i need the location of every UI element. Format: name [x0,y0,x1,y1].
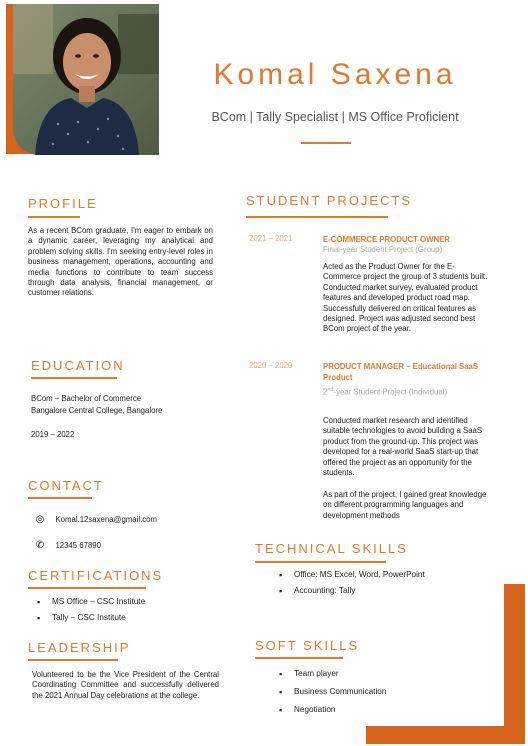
certifications-heading-rule [28,587,146,589]
accent-bar-bottom-right-vertical [504,584,525,744]
leadership-heading: LEADERSHIP [28,640,131,655]
profile-heading-rule [28,216,80,218]
leadership-heading-rule [28,659,118,661]
contact-email-row [33,509,157,527]
education-heading: EDUCATION [31,358,125,373]
profile-text: As a recent BCom graduate, I'm eager to embark on a dynamic career, leveraging my analytical and problem solving skills. I'm seeking entry-level roles in business management, operations, accounting and media functions to contribute to team success through data analysis, financial management, or customer relations. [28,226,213,298]
education-heading-rule [31,377,117,379]
education-years: 2019 – 2022 [31,430,75,439]
soft-skill-item: ▪ Business Communication [279,686,386,704]
projects-heading: STUDENT PROJECTS [246,193,413,208]
technical-skills-heading: TECHNICAL SKILLS [255,541,408,556]
candidate-subtitle: BCom | Tally Specialist | MS Office Proficient [211,110,459,124]
project-2-description-extra: As part of the project, I gained great knowledge on different programming languages and development methods [323,490,487,520]
soft-skill-item: ▪ Negotiation [279,704,386,722]
profile-heading: PROFILE [28,196,98,211]
certification-item: ▪ MS Office – CSC Institute [37,596,145,612]
project-1-date: 2021 – 2021 [249,234,293,243]
candidate-name: Komal Saxena [213,58,457,91]
project-1-type: Final-year Student Project (Group) [323,245,443,254]
soft-skills-heading: SOFT SKILLS [255,638,360,653]
certifications-list [37,596,145,628]
contact-heading: CONTACT [28,478,104,493]
soft-skills-heading-rule [255,657,343,659]
technical-skill-item: ▪ Accounting: Tally [279,585,425,601]
contact-heading-rule [28,497,92,499]
leadership-text: Volunteered to be the Vice President of the Central Coordinating Committee and successfully delivered the 2021 Annual Day celebrations at the college. [32,670,219,700]
phone-icon: ✆ [35,540,45,551]
accent-bar-bottom-right-horizontal [366,726,525,744]
certifications-heading: CERTIFICATIONS [28,568,164,583]
technical-skills-list [279,569,425,601]
contact-phone-row [33,535,101,553]
project-1-role: E-COMMERCE PRODUCT OWNER [323,235,450,244]
project-2-description: Conducted market research and identified suitable technologies to avoid building a SaaS product from the ground-up. This project was developed for a real-world SaaS start-up that offered the project as an opportunity for the students. [323,416,483,478]
education-degree: BCom – Bachelor of Commerce [31,394,142,403]
email-at-icon: ◎ [35,514,45,525]
technical-skills-heading-rule [255,561,386,563]
project-2-date: 2020 – 2020 [249,361,293,370]
certification-item: ▪ Tally – CSC Institute [37,612,145,628]
profile-photo [13,4,159,155]
contact-phone: 12345 67890 [55,541,101,550]
project-1-description: Acted as the Product Owner for the E-Commerce project the group of 3 students built. Conducted market survey, evaluated product features and developed product road map. Successfully delivered on critical features as designed. Project was adjusted second best BCom project of the year. [323,262,488,334]
projects-heading-rule [246,216,388,218]
soft-skill-item: ▪ Team player [279,668,386,686]
contact-email[interactable]: Komal.12saxena@gmail.com [55,515,157,524]
education-college: Bangalore Central College, Bangalore [31,406,163,415]
project-2-type: 2nd-year Student Project (Individual) [323,387,448,397]
name-underline [301,142,351,144]
technical-skill-item: ▪ Office: MS Excel, Word, PowerPoint [279,569,425,585]
soft-skills-list [279,668,386,722]
project-2-role: PRODUCT MANAGER – Educational SaaS Product [323,362,479,382]
person-photo-icon [13,4,159,155]
